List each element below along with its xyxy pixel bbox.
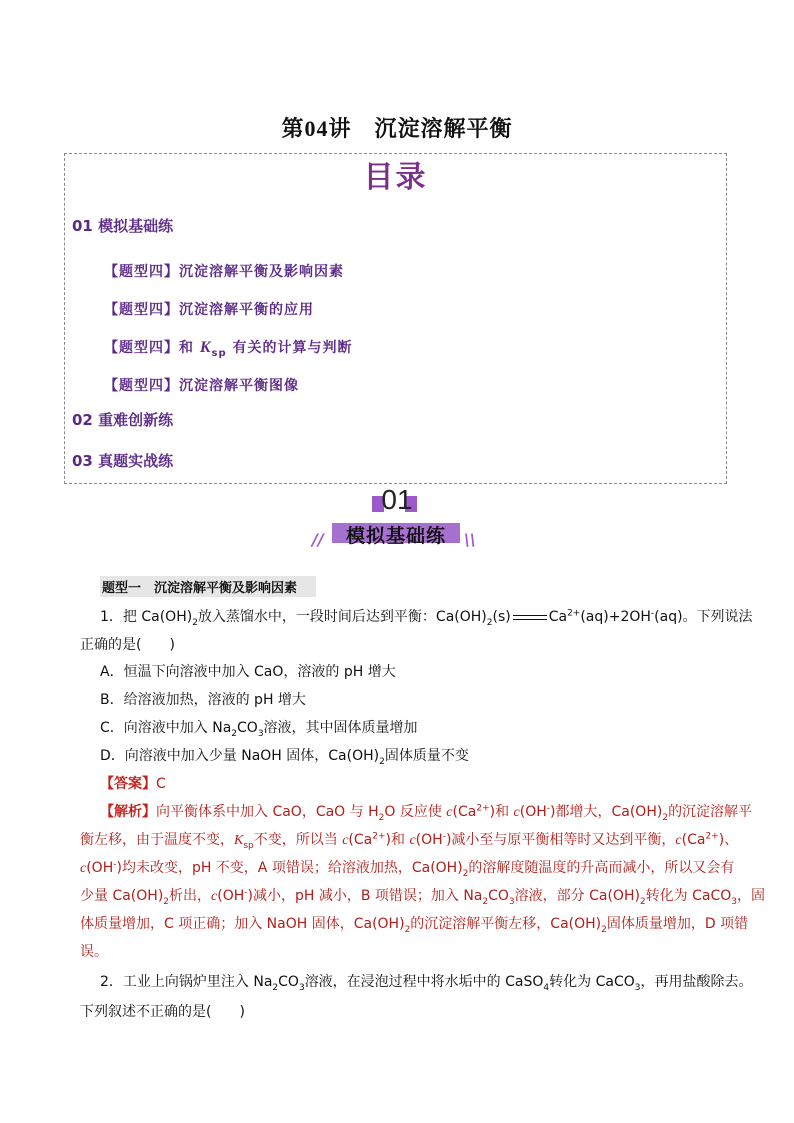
text: (s) bbox=[492, 609, 511, 625]
text: (aq)。下列说法 bbox=[654, 609, 753, 625]
equilibrium-arrow-icon bbox=[513, 612, 547, 622]
text: CO bbox=[237, 720, 258, 736]
q2-stem-line2: 下列叙述不正确的是( ) bbox=[80, 1004, 245, 1020]
text: 1．把 Ca(OH) bbox=[100, 609, 193, 625]
toc-heading: 目录 bbox=[363, 160, 428, 195]
question-type-label: 题型一 沉淀溶解平衡及影响因素 bbox=[100, 576, 316, 597]
toc-item-text: 沉淀溶解平衡图像 bbox=[179, 378, 299, 394]
toc-item-3[interactable] bbox=[104, 337, 353, 359]
text: Ca bbox=[548, 609, 568, 625]
ksp-symbol: K bbox=[199, 339, 212, 356]
answer-label: 【答案】 bbox=[100, 776, 156, 792]
q1-stem-line1: 1．把 $Ca(OH)_2$放入蒸馏水中，一段时间后达到平衡：$Ca(OH)_2(s)$ $Ca^{2+}(aq)+2OH^-(aq)$。下列说法 bbox=[100, 608, 753, 628]
q1-option-c: C．向溶液中加入 $Na_2CO_3$溶液，其中固体质量增加 bbox=[100, 720, 418, 739]
text: (aq)+2OH bbox=[580, 609, 651, 625]
toc-item-text: 沉淀溶解平衡及影响因素 bbox=[179, 264, 344, 280]
text: 固体质量不变 bbox=[384, 748, 469, 764]
q1-analysis-line1: 【解析】向平衡体系中加入 CaO，CaO 与 $H_2O$ 反应使 $c(Ca^{2+})$和 c(OH-)都增大，$Ca(OH)_2$的沉淀溶解平 bbox=[100, 803, 753, 823]
text: C．向溶液中加入 Na bbox=[100, 720, 232, 736]
q1-option-b: B．给溶液加热，溶液的 pH 增大 bbox=[100, 692, 306, 708]
toc-item-tag: 【题型四】 bbox=[104, 340, 179, 356]
title-suffix: 讲 沉淀溶解平衡 bbox=[328, 117, 513, 142]
toc-section-1[interactable]: 01 模拟基础练 bbox=[72, 217, 174, 235]
q1-analysis-line5: 体质量增加，C 项正确；加入 NaOH 固体，$Ca(OH)_2$的沉淀溶解平衡左移，$Ca(OH)_2$固体质量增加，D 项错 bbox=[80, 916, 749, 935]
toc-item-4[interactable] bbox=[104, 375, 299, 395]
toc-item-2[interactable] bbox=[104, 299, 314, 319]
text: CO bbox=[278, 974, 299, 990]
q1-option-a: A．恒温下向溶液中加入 CaO，溶液的 pH 增大 bbox=[100, 664, 396, 680]
text: 2．工业上向锅炉里注入 Na bbox=[100, 974, 273, 990]
title-prefix: 第 bbox=[281, 117, 305, 142]
q1-analysis-line2: 衡左移，由于温度不变，$K_{sp}$不变，所以当 $c(Ca^{2+})$和 c(OH-)减小至与原平衡相等时又达到平衡，$c(Ca^{2+})$、 bbox=[80, 831, 739, 851]
title-number: 04 bbox=[304, 116, 329, 141]
q1-option-d: D．向溶液中加入少量 NaOH 固体，$Ca(OH)_2$固体质量不变 bbox=[100, 748, 469, 767]
text: 溶液，在浸泡过程中将水垢中的 CaSO bbox=[304, 974, 544, 990]
q1-analysis-line4: 少量 $Ca(OH)_2$析出，c(OH-)减小，pH 减小，B 项错误；加入 $Na_2CO_3$溶液，部分 $Ca(OH)_2$转化为 CaCO$_3$，固 bbox=[80, 887, 766, 907]
toc-item-tag: 【题型四】 bbox=[104, 264, 179, 280]
q2-stem-line1: 2．工业上向锅炉里注入 $Na_2CO_3$溶液，在浸泡过程中将水垢中的 CaSO$_4$转化为 CaCO$_3$，再用盐酸除去。 bbox=[100, 974, 753, 993]
text: 放入蒸馏水中，一段时间后达到平衡：Ca(OH) bbox=[197, 609, 487, 625]
answer-value: C bbox=[156, 776, 166, 792]
toc-section-2[interactable]: 02 重难创新练 bbox=[72, 411, 174, 429]
toc-item-1[interactable] bbox=[104, 261, 344, 281]
section-left-deco: // bbox=[312, 530, 324, 549]
toc-section-3[interactable]: 03 真题实战练 bbox=[72, 452, 174, 470]
toc-item-text: 沉淀溶解平衡的应用 bbox=[179, 302, 314, 318]
analysis-label: 【解析】 bbox=[100, 804, 156, 820]
text: D．向溶液中加入少量 NaOH 固体，Ca(OH) bbox=[100, 748, 380, 764]
page-title bbox=[0, 112, 794, 143]
toc-item-text: 和 bbox=[179, 340, 194, 356]
toc-item-text: 有关的计算与判断 bbox=[232, 340, 353, 356]
toc-item-tag: 【题型四】 bbox=[104, 302, 179, 318]
ksp-subscript: sp bbox=[211, 347, 227, 359]
section-right-deco: \\ bbox=[464, 530, 476, 549]
section-title: 模拟基础练 bbox=[345, 525, 446, 547]
text: 溶液，其中固体质量增加 bbox=[263, 720, 418, 736]
toc-item-tag: 【题型四】 bbox=[104, 378, 179, 394]
q1-answer bbox=[100, 773, 166, 793]
section-number: 01 bbox=[381, 484, 413, 515]
q1-stem-line2: 正确的是( ) bbox=[80, 637, 175, 653]
text: ，再用盐酸除去。 bbox=[640, 974, 753, 990]
text: 转化为 CaCO bbox=[549, 974, 635, 990]
q1-analysis-line3: c(OH-)均未改变，pH 不变，A 项错误；给溶液加热，$Ca(OH)_2$的溶解度随温度的升高而减小，所以又会有 bbox=[80, 859, 735, 879]
q1-analysis-line6: 误。 bbox=[80, 944, 108, 960]
